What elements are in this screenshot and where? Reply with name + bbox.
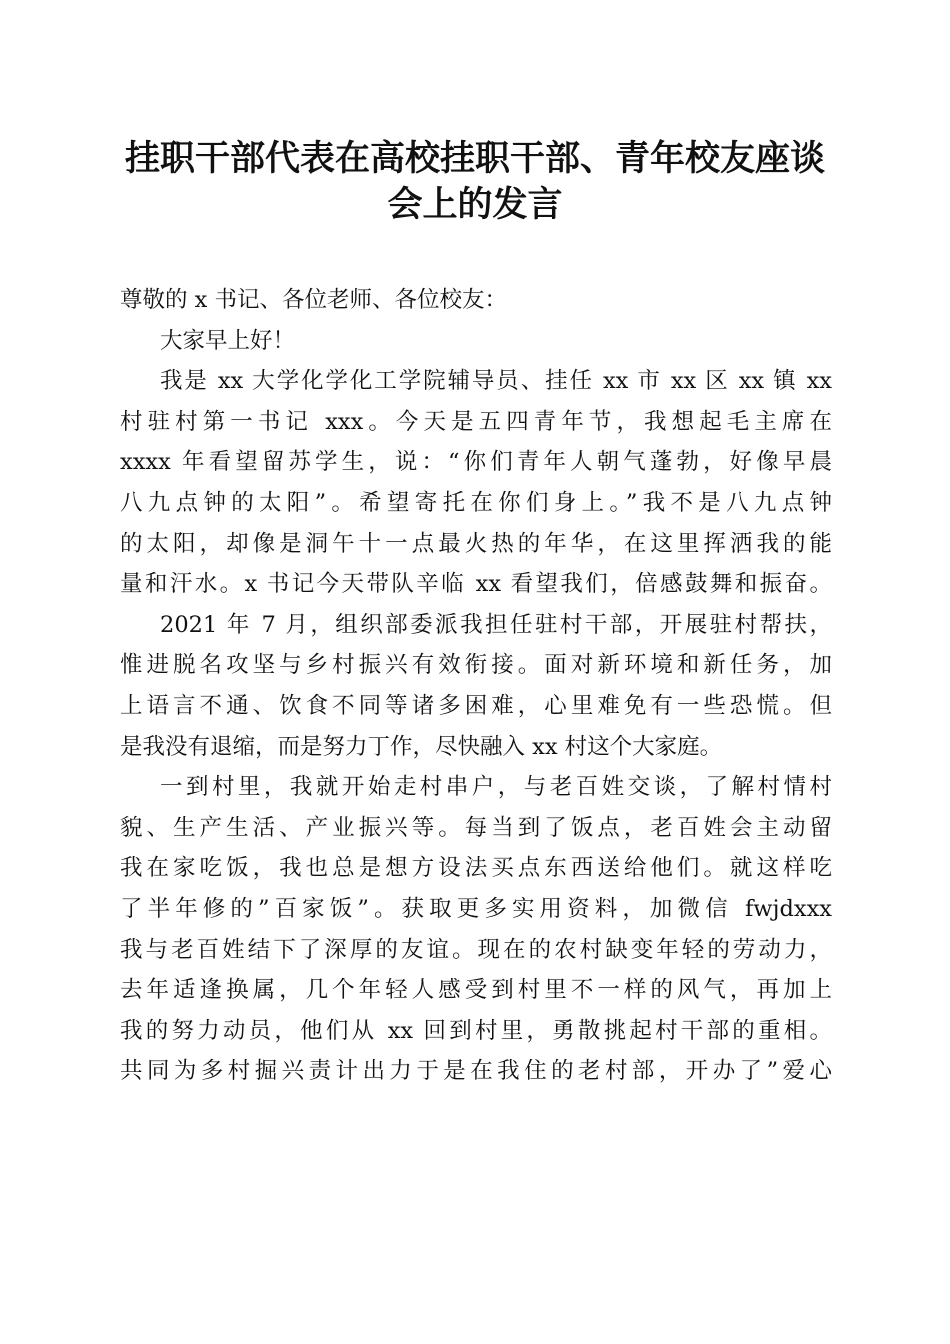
paragraph-line: 的太阳，却像是洞午十一点最火热的年华，在这里挥洒我的能 — [120, 530, 832, 557]
document-title — [100, 136, 850, 228]
title-line-1: 挂职干部代表在高校挂职干部、青年校友座谈 — [124, 138, 825, 179]
paragraph-line: 八九点钟的太阳”。希望寄托在你们身上。”我不是八九点钟 — [120, 489, 832, 516]
paragraph-3 — [120, 767, 832, 1092]
paragraph-line: 我与老百姓结下了深厚的友谊。现在的农村缺变年轻的劳动力， — [120, 936, 832, 963]
paragraph-line: xxxx 年看望留苏学生，说：“你们青年人朝气蓬勃，好像早晨 — [120, 449, 832, 476]
paragraph-line: 2021 年 7 月，组织部委派我担任驻村干部，开展驻村帮扶， — [160, 611, 832, 638]
paragraph-line: 量和汗水。x 书记今天带队辛临 xx 看望我们，倍感鼓舞和振奋。 — [120, 571, 832, 598]
salutation: 尊敬的 x 书记、各位老师、各位校友： — [120, 287, 507, 313]
paragraph-line: 是我没有退缩，而是努力丁作，尽快融入 xx 村这个大家庭。 — [120, 733, 723, 760]
paragraph-line: 我的努力动员，他们从 xx 回到村里，勇散挑起村干部的重相。 — [120, 1017, 832, 1044]
paragraph-line: 村驻村第一书记 xxx。今天是五四青年节，我想起毛主席在 — [120, 408, 832, 435]
document-body — [120, 280, 832, 1092]
paragraph-line: 惟进脱名攻坚与乡村振兴有效衔接。面对新环境和新任务，加 — [120, 652, 832, 679]
title-line-2: 会上的发言 — [387, 184, 563, 225]
paragraph-line: 我是 xx 大学化学化工学院辅导员、挂任 xx 市 xx 区 xx 镇 xx — [160, 368, 832, 395]
paragraph-line: 我在家吃饭，我也总是想方设法买点东西送给他们。就这样吃 — [120, 855, 832, 882]
paragraph-line: 去年适逢换属，几个年轻人感受到村里不一样的风气，再加上 — [120, 977, 832, 1004]
paragraph-line: 上语言不通、饮食不同等诸多困难，心里难免有一些恐慌。但 — [120, 692, 832, 719]
paragraph-2 — [120, 605, 832, 767]
paragraph-1 — [120, 361, 832, 605]
paragraph-line: 共同为多村掘兴责计出力于是在我住的老村部，开办了”爱心 — [120, 1058, 832, 1085]
paragraph-line: 貌、生产生活、产业振兴等。每当到了饭点，老百姓会主动留 — [120, 814, 832, 841]
greeting: 大家早上好！ — [160, 327, 296, 354]
paragraph-line: 了半年修的”百家饭”。获取更多实用资料，加微信 fwjdxxx — [120, 895, 832, 922]
paragraph-line: 一到村里，我就开始走村串户，与老百姓交谈，了解村情村 — [160, 774, 832, 801]
